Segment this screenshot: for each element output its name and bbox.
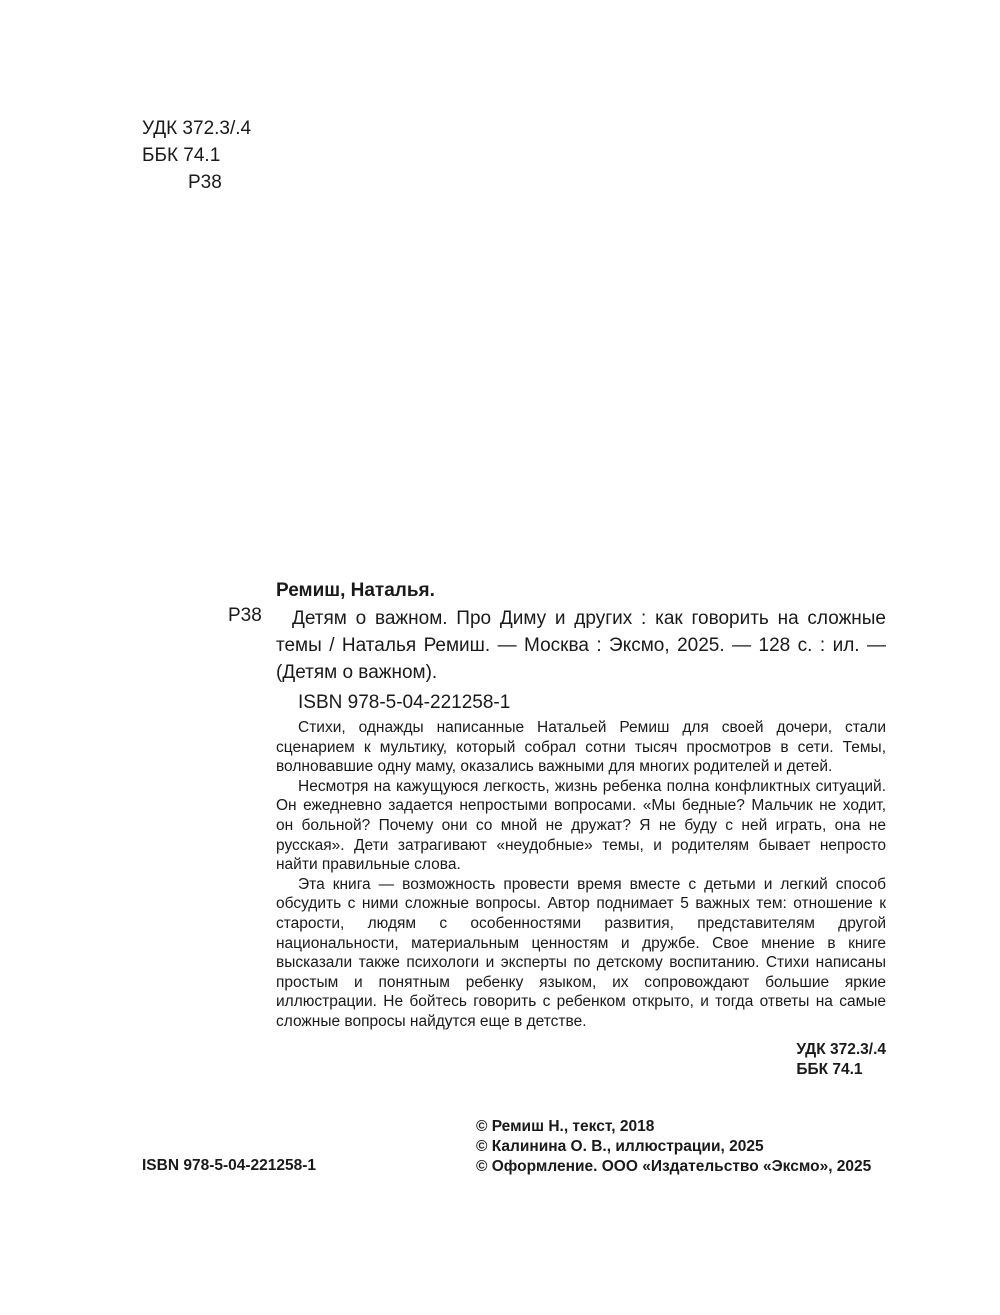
udk-code-right: УДК 372.3/.4 (796, 1041, 886, 1058)
classification-codes-right (796, 1040, 886, 1080)
copyright-illustrations: © Калинина О. В., иллюстрации, 2025 (476, 1138, 764, 1155)
bbk-code-right: ББК 74.1 (796, 1061, 863, 1078)
author-heading: Ремиш, Наталья. (276, 580, 435, 601)
udk-code: УДК 372.3/.4 (142, 118, 252, 139)
annotation-paragraph: Стихи, однажды написанные Натальей Ремиш для своей дочери, стали сценарием к мультику, который собрал сотни тысяч просмотров в сети. Темы, волновавшие одну маму, оказались важными для многих родителей и детей. (276, 719, 886, 776)
copyright-text: © Ремиш Н., текст, 2018 (476, 1118, 655, 1135)
record-isbn: ISBN 978-5-04-221258-1 (298, 692, 511, 713)
annotation-paragraph: Несмотря на кажущуюся легкость, жизнь ребенка полна конфликтных ситуаций. Он ежедневно задается непростыми вопросами. «Мы бедные? Мальчик не ходит, он больной? Почему они со мной не дружат? Я не буду с ней играть, она не русская». Дети затрагивают «неудобные» темы, и родителям бывает непросто найти правильные слова. (276, 777, 886, 874)
record-author-sign: Р38 (228, 605, 262, 626)
classification-codes-top (142, 115, 251, 196)
footer-isbn: ISBN 978-5-04-221258-1 (142, 1157, 317, 1174)
title-statement: Детям о важном. Про Диму и других : как говорить на сложные темы / Наталья Ремиш. — Москва : Эксмо, 2025. — 128 с. : ил. — (Детям о важном). (276, 608, 886, 683)
bbk-code: ББК 74.1 (142, 145, 221, 166)
author-sign: Р38 (188, 172, 222, 193)
annotation (276, 718, 886, 1032)
copyright-notices (476, 1117, 871, 1177)
annotation-paragraph: Эта книга — возможность провести время вместе с детьми и легкий способ обсудить с ними сложные вопросы. Автор поднимает 5 важных тем: отношение к старости, людям с особенностями развития, представителям другой национальности, материальным ценностям и дружбе. Свое мнение в книге высказали также психологи и эксперты по детскому воспитанию. Стихи написаны простым и понятным ребенку языком, их сопровождают большие яркие иллюстрации. Не бойтесь говорить с ребенком открыто, и тогда ответы на самые сложные вопросы найдутся еще в детстве. (276, 875, 886, 1030)
copyright-design: © Оформление. ООО «Издательство «Эксмо», 2025 (476, 1158, 872, 1175)
